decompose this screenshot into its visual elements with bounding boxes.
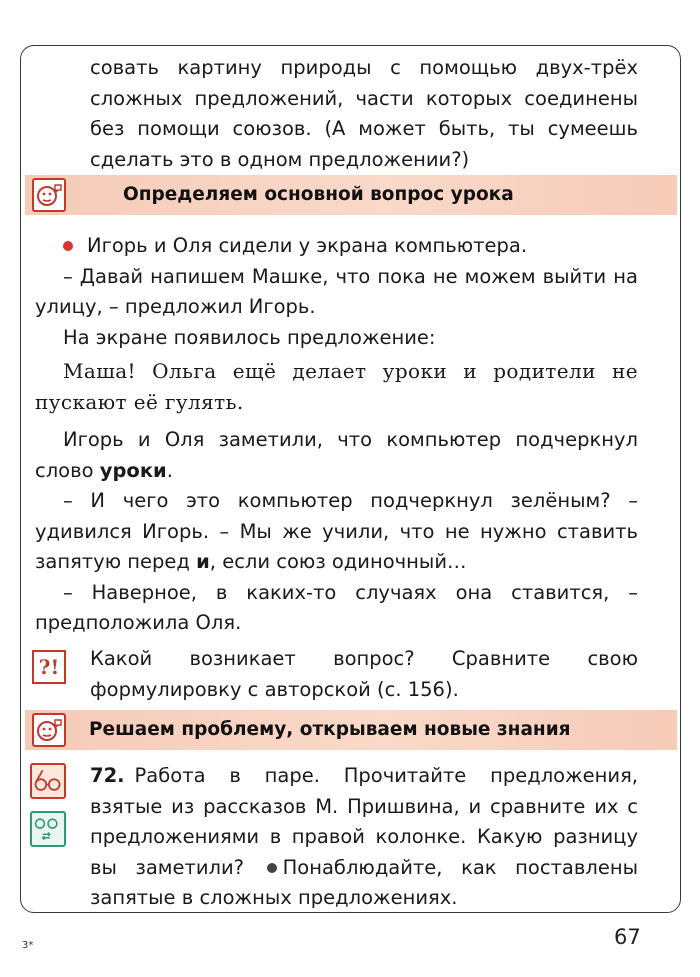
dialog-line: – Давай напишем Машке, что пока не можем выйти на улицу, – предложил Игорь. [35,264,638,318]
thinking-head-icon [32,713,66,747]
dialog-line: Игорь и Оля сидели у экрана компьютера. [35,231,638,262]
section-title: Определяем основной вопрос урока [123,184,514,205]
dialog-line: Игорь и Оля заметили, что компьютер подчеркнул слово уроки. [35,428,638,482]
computer-sentence: Маша! Ольга ещё делает уроки и родители не пускают её гулять. [35,359,638,414]
thinking-head-icon [32,178,66,212]
dialog-line: – Наверное, в каких-то случаях она ставится, – предположила Оля. [35,580,638,634]
task-paragraph: 72. Работа в паре. Прочитайте предложения, взятые из рассказов М. Пришвина, и сравните их с предложениями в правой колонке. Какую разницу вы заметили? Понаблюдайте, как поставлены запятые в сложных предложениях. [90,764,638,909]
dialog-line: На экране появилось предложение: [63,325,436,349]
bullet-icon [267,863,277,873]
bold-word: и [196,550,210,573]
question-icon: ?! [32,650,66,684]
question-paragraph: Какой возникает вопрос? Сравните свою формулировку с авторской (с. 156). [90,647,638,701]
task-number: 72. [90,764,125,787]
pair-work-icon [30,811,66,847]
dialog-line: – И чего это компьютер подчеркнул зелёным? – удивился Игорь. – Мы же учили, что не нужно ставить запятую перед и, если союз одиночный… [35,489,638,573]
section-header-new-knowledge [25,710,677,750]
intro-paragraph: совать картину природы с помощью двух-трёх сложных предложений, части которых соединены без помощи союзов. (А может быть, ты сумеешь сделать это в одном предложении?) [90,56,638,171]
bullet-icon [63,241,73,251]
dialog-block [35,231,638,639]
section-header-main-question [25,175,677,215]
page-number: 67 [614,925,641,949]
section-title: Решаем проблему, открываем новые знания [89,719,571,740]
signature-mark: 3* [22,940,34,951]
glasses-icon [30,763,66,799]
bold-word: уроки [99,458,167,482]
